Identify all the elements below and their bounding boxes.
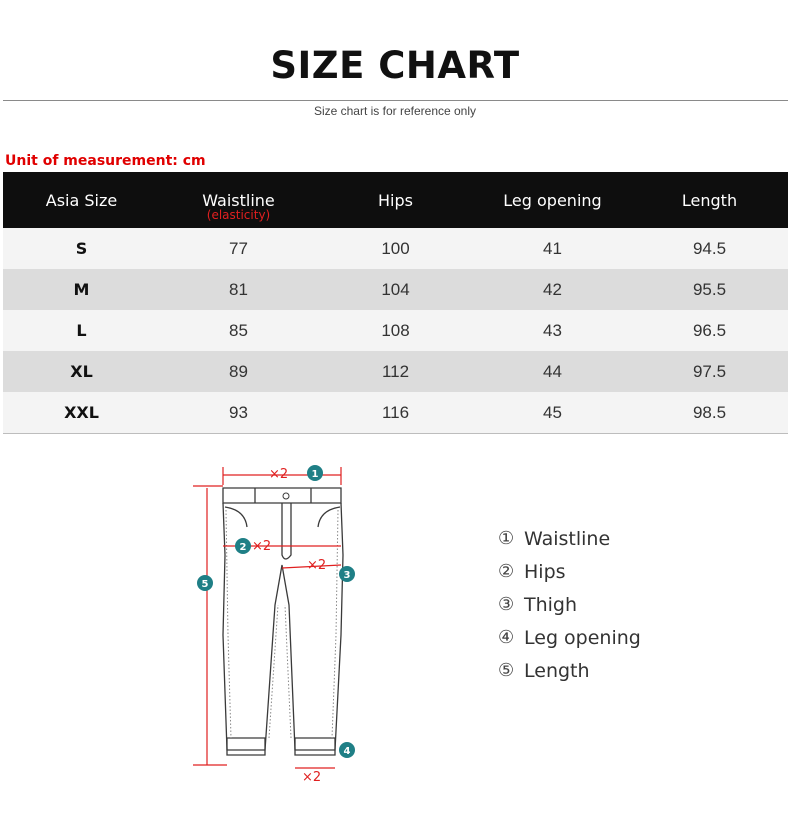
legend-label: Thigh bbox=[524, 593, 578, 616]
table-row bbox=[3, 310, 788, 351]
hips-x2-label: ×2 bbox=[252, 539, 272, 554]
header-hips: Hips bbox=[378, 190, 413, 210]
hips-cell: 104 bbox=[381, 279, 410, 299]
header-leg-opening: Leg opening bbox=[503, 190, 602, 210]
legend-number: ③ bbox=[498, 594, 515, 615]
length-cell: 98.5 bbox=[692, 402, 727, 422]
length-cell: 97.5 bbox=[692, 361, 727, 381]
size-cell: M bbox=[73, 280, 90, 299]
leg-opening-cell: 42 bbox=[543, 279, 562, 299]
table-row bbox=[3, 269, 788, 310]
measurement-legend bbox=[498, 522, 641, 687]
legend-number: ④ bbox=[498, 627, 515, 648]
length-cell: 94.5 bbox=[692, 238, 727, 258]
page-title: SIZE CHART bbox=[270, 44, 520, 87]
waistline-cell: 81 bbox=[229, 279, 248, 299]
waistline-cell: 89 bbox=[229, 361, 248, 381]
table-header bbox=[3, 172, 788, 228]
marker-2-label: 2 bbox=[239, 542, 247, 553]
header-length: Length bbox=[681, 190, 738, 210]
table-row bbox=[3, 392, 788, 434]
legend-item bbox=[498, 555, 641, 588]
left-cuff-outline bbox=[227, 738, 265, 755]
waistline-cell: 77 bbox=[229, 238, 248, 258]
leg-opening-cell: 43 bbox=[543, 320, 562, 340]
marker-5-label: 5 bbox=[201, 579, 209, 590]
waistband-outline bbox=[223, 488, 341, 503]
thigh-x2-label: ×2 bbox=[307, 558, 327, 573]
legend-label: Length bbox=[524, 659, 590, 682]
leg-opening-cell: 44 bbox=[543, 361, 562, 381]
length-cell: 95.5 bbox=[692, 279, 727, 299]
marker-4-label: 4 bbox=[343, 746, 351, 757]
waistline-cell: 85 bbox=[229, 320, 248, 340]
leg-opening-x2-label: ×2 bbox=[302, 770, 322, 785]
pants-diagram bbox=[185, 455, 365, 785]
legend-number: ① bbox=[498, 528, 515, 549]
legend-label: Leg opening bbox=[524, 626, 641, 649]
size-cell: L bbox=[76, 321, 87, 340]
marker-3-label: 3 bbox=[343, 570, 351, 581]
table-row bbox=[3, 228, 788, 269]
waistline-elasticity-note: (elasticity) bbox=[206, 207, 271, 222]
header-waistline bbox=[160, 190, 317, 222]
header-waistline-label: Waistline bbox=[202, 190, 275, 210]
legend-item bbox=[498, 522, 641, 555]
title-divider bbox=[3, 100, 788, 101]
legend-item bbox=[498, 654, 641, 687]
reference-note: Size chart is for reference only bbox=[313, 104, 477, 118]
hips-cell: 116 bbox=[381, 402, 410, 422]
size-cell: XXL bbox=[64, 403, 99, 422]
size-table bbox=[3, 172, 788, 434]
legend-label: Waistline bbox=[524, 527, 611, 550]
fly-outline bbox=[282, 503, 291, 559]
waist-button bbox=[283, 493, 289, 499]
legend-item bbox=[498, 588, 641, 621]
hips-cell: 108 bbox=[381, 320, 410, 340]
legend-number: ⑤ bbox=[498, 660, 515, 681]
waist-x2-label: ×2 bbox=[269, 467, 289, 482]
table-row bbox=[3, 351, 788, 392]
right-pocket-outline bbox=[318, 507, 340, 527]
waistline-cell: 93 bbox=[229, 402, 248, 422]
right-cuff-outline bbox=[295, 738, 335, 755]
legend-number: ② bbox=[498, 561, 515, 582]
hips-cell: 112 bbox=[381, 361, 410, 381]
left-pocket-outline bbox=[225, 507, 247, 527]
size-cell: S bbox=[75, 239, 88, 258]
length-cell: 96.5 bbox=[692, 320, 727, 340]
marker-1-label: 1 bbox=[311, 469, 319, 480]
hips-cell: 100 bbox=[381, 238, 410, 258]
legend-item bbox=[498, 621, 641, 654]
leg-opening-cell: 45 bbox=[543, 402, 562, 422]
unit-label: Unit of measurement: cm bbox=[5, 153, 206, 169]
legend-label: Hips bbox=[524, 560, 566, 583]
header-asia-size: Asia Size bbox=[45, 190, 118, 210]
leg-opening-cell: 41 bbox=[543, 238, 562, 258]
size-cell: XL bbox=[70, 362, 93, 381]
